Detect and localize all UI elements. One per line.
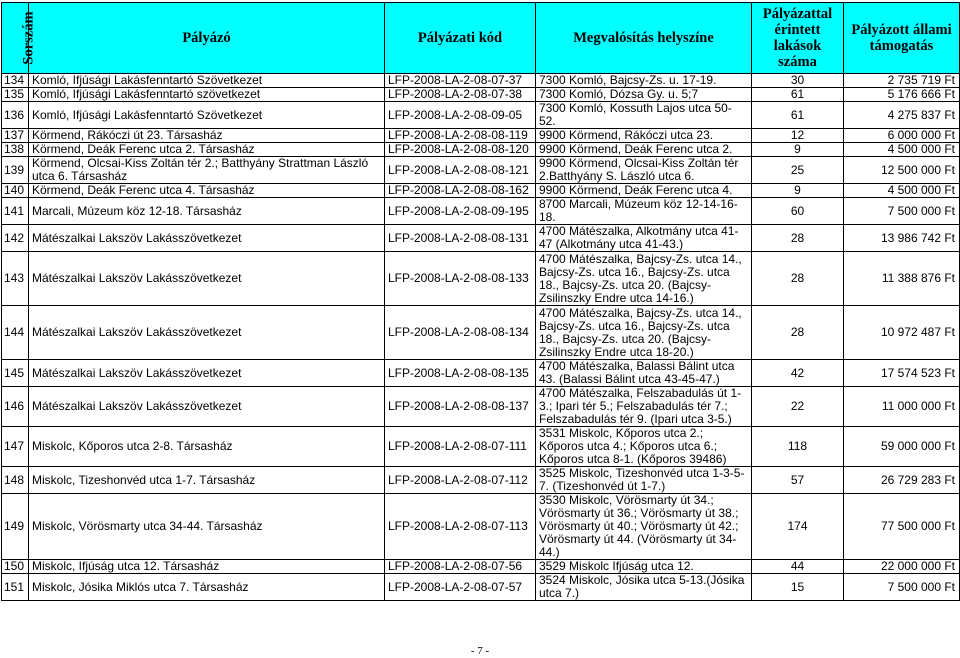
subsidy-amount: 4 500 000 Ft (844, 143, 960, 157)
table-row (2, 198, 960, 225)
location: 7300 Komló, Kossuth Lajos utca 50-52. (536, 102, 752, 129)
row-number: 136 (2, 102, 29, 129)
table-row (2, 427, 960, 467)
applicant: Mátészalkai Lakszöv Lakásszövetkezet (29, 252, 385, 306)
table-row (2, 467, 960, 494)
application-code: LFP-2008-LA-2-08-07-56 (385, 560, 536, 574)
header-lakasok: Pályázattal érintett lakások száma (752, 3, 844, 74)
applicant: Körmend, Deák Ferenc utca 4. Társasház (29, 184, 385, 198)
location: 9900 Körmend, Olcsai-Kiss Zoltán tér 2.Batthyány S. László utca 6. (536, 157, 752, 184)
header-tamogatas: Pályázott állami támogatás (844, 3, 960, 74)
apartment-count: 118 (752, 427, 844, 467)
table-row (2, 184, 960, 198)
application-code: LFP-2008-LA-2-08-09-195 (385, 198, 536, 225)
table-row (2, 102, 960, 129)
row-number: 149 (2, 494, 29, 560)
subsidy-table (1, 2, 960, 601)
location: 7300 Komló, Bajcsy-Zs. u. 17-19. (536, 74, 752, 88)
table-row (2, 387, 960, 427)
applicant: Miskolc, Jósika Miklós utca 7. Társasház (29, 574, 385, 601)
applicant: Komló, Ifjúsági Lakásfenntartó Szövetkezet (29, 102, 385, 129)
table-row (2, 560, 960, 574)
row-number: 143 (2, 252, 29, 306)
apartment-count: 44 (752, 560, 844, 574)
application-code: LFP-2008-LA-2-08-08-133 (385, 252, 536, 306)
location: 3524 Miskolc, Jósika utca 5-13.(Jósika utca 7.) (536, 574, 752, 601)
application-code: LFP-2008-LA-2-08-08-137 (385, 387, 536, 427)
applicant: Komló, Ifjúsági Lakásfenntartó szövetkezet (29, 88, 385, 102)
application-code: LFP-2008-LA-2-08-08-162 (385, 184, 536, 198)
location: 3529 Miskolc Ifjúság utca 12. (536, 560, 752, 574)
row-number: 142 (2, 225, 29, 252)
application-code: LFP-2008-LA-2-08-07-112 (385, 467, 536, 494)
applicant: Körmend, Deák Ferenc utca 2. Társasház (29, 143, 385, 157)
applicant: Körmend, Rákóczi út 23. Társasház (29, 129, 385, 143)
applicant: Körmend, Olcsai-Kiss Zoltán tér 2.; Batthyány Strattman László utca 6. Társasház (29, 157, 385, 184)
location: 9900 Körmend, Rákóczi utca 23. (536, 129, 752, 143)
location: 4700 Mátészalka, Felszabadulás út 1-3.; Ipari tér 5.; Felszabadulás tér 7.; Felszabadulás tér 9. (Ipari utca 3-5.) (536, 387, 752, 427)
row-number: 140 (2, 184, 29, 198)
row-number: 148 (2, 467, 29, 494)
applicant: Mátészalkai Lakszöv Lakásszövetkezet (29, 387, 385, 427)
apartment-count: 15 (752, 574, 844, 601)
row-number: 141 (2, 198, 29, 225)
header-row (2, 3, 960, 74)
row-number: 138 (2, 143, 29, 157)
applicant: Komló, Ifjúsági Lakásfenntartó Szövetkezet (29, 74, 385, 88)
table-row (2, 143, 960, 157)
application-code: LFP-2008-LA-2-08-08-131 (385, 225, 536, 252)
application-code: LFP-2008-LA-2-08-07-111 (385, 427, 536, 467)
subsidy-amount: 77 500 000 Ft (844, 494, 960, 560)
applicant: Mátészalkai Lakszöv Lakásszövetkezet (29, 225, 385, 252)
application-code: LFP-2008-LA-2-08-08-135 (385, 360, 536, 387)
table-row (2, 360, 960, 387)
subsidy-amount: 10 972 487 Ft (844, 306, 960, 360)
application-code: LFP-2008-LA-2-08-08-119 (385, 129, 536, 143)
table-row (2, 574, 960, 601)
apartment-count: 61 (752, 102, 844, 129)
location: 9900 Körmend, Deák Ferenc utca 2. (536, 143, 752, 157)
application-code: LFP-2008-LA-2-08-08-121 (385, 157, 536, 184)
table-row (2, 494, 960, 560)
row-number: 139 (2, 157, 29, 184)
apartment-count: 28 (752, 225, 844, 252)
applicant: Mátészalkai Lakszöv Lakásszövetkezet (29, 306, 385, 360)
apartment-count: 9 (752, 184, 844, 198)
apartment-count: 25 (752, 157, 844, 184)
application-code: LFP-2008-LA-2-08-09-05 (385, 102, 536, 129)
subsidy-amount: 11 000 000 Ft (844, 387, 960, 427)
row-number: 145 (2, 360, 29, 387)
location: 3531 Miskolc, Kőporos utca 2.; Kőporos utca 4.; Kőporos utca 6.; Kőporos utca 8-1. (Kőporos 39486) (536, 427, 752, 467)
table-row (2, 306, 960, 360)
table-row (2, 74, 960, 88)
table-row (2, 225, 960, 252)
subsidy-amount: 26 729 283 Ft (844, 467, 960, 494)
subsidy-amount: 22 000 000 Ft (844, 560, 960, 574)
apartment-count: 28 (752, 252, 844, 306)
header-kod: Pályázati kód (385, 3, 536, 74)
location: 9900 Körmend, Deák Ferenc utca 4. (536, 184, 752, 198)
subsidy-amount: 5 176 666 Ft (844, 88, 960, 102)
apartment-count: 12 (752, 129, 844, 143)
location: 4700 Mátészalka, Alkotmány utca 41-47 (Alkotmány utca 41-43.) (536, 225, 752, 252)
apartment-count: 30 (752, 74, 844, 88)
row-number: 151 (2, 574, 29, 601)
row-number: 147 (2, 427, 29, 467)
header-helyszin: Megvalósítás helyszíne (536, 3, 752, 74)
applicant: Miskolc, Tizeshonvéd utca 1-7. Társasház (29, 467, 385, 494)
table-row (2, 129, 960, 143)
location: 4700 Mátészalka, Bajcsy-Zs. utca 14., Bajcsy-Zs. utca 16., Bajcsy-Zs. utca 18., Bajcsy-Zs. utca 20. (Bajcsy-Zsilinszky Endre utca 18-20.) (536, 306, 752, 360)
apartment-count: 60 (752, 198, 844, 225)
location: 7300 Komló, Dózsa Gy. u. 5;7 (536, 88, 752, 102)
subsidy-amount: 59 000 000 Ft (844, 427, 960, 467)
location: 3525 Miskolc, Tizeshonvéd utca 1-3-5-7. (Tizeshonvéd út 1-7.) (536, 467, 752, 494)
apartment-count: 9 (752, 143, 844, 157)
subsidy-amount: 11 388 876 Ft (844, 252, 960, 306)
apartment-count: 22 (752, 387, 844, 427)
subsidy-amount: 17 574 523 Ft (844, 360, 960, 387)
row-number: 135 (2, 88, 29, 102)
subsidy-amount: 12 500 000 Ft (844, 157, 960, 184)
row-number: 137 (2, 129, 29, 143)
application-code: LFP-2008-LA-2-08-08-134 (385, 306, 536, 360)
row-number: 150 (2, 560, 29, 574)
application-code: LFP-2008-LA-2-08-07-38 (385, 88, 536, 102)
location: 8700 Marcali, Múzeum köz 12-14-16-18. (536, 198, 752, 225)
page-number: - 7 - (470, 645, 490, 657)
table-row (2, 252, 960, 306)
location: 3530 Miskolc, Vörösmarty út 34.; Vörösmarty út 36.; Vörösmarty út 38.; Vörösmarty út 40.; Vörösmarty út 42.; Vörösmarty út 44. (Vörösmarty út 34-44.) (536, 494, 752, 560)
application-code: LFP-2008-LA-2-08-07-37 (385, 74, 536, 88)
subsidy-amount: 4 275 837 Ft (844, 102, 960, 129)
table-row (2, 157, 960, 184)
apartment-count: 174 (752, 494, 844, 560)
apartment-count: 57 (752, 467, 844, 494)
application-code: LFP-2008-LA-2-08-07-57 (385, 574, 536, 601)
subsidy-amount: 6 000 000 Ft (844, 129, 960, 143)
row-number: 146 (2, 387, 29, 427)
apartment-count: 61 (752, 88, 844, 102)
subsidy-amount: 13 986 742 Ft (844, 225, 960, 252)
subsidy-amount: 7 500 000 Ft (844, 574, 960, 601)
row-number: 134 (2, 74, 29, 88)
table-body (2, 74, 960, 601)
application-code: LFP-2008-LA-2-08-08-120 (385, 143, 536, 157)
applicant: Miskolc, Kőporos utca 2-8. Társasház (29, 427, 385, 467)
application-code: LFP-2008-LA-2-08-07-113 (385, 494, 536, 560)
applicant: Mátészalkai Lakszöv Lakásszövetkezet (29, 360, 385, 387)
applicant: Marcali, Múzeum köz 12-18. Társasház (29, 198, 385, 225)
location: 4700 Mátészalka, Balassi Bálint utca 43. (Balassi Bálint utca 43-45-47.) (536, 360, 752, 387)
table-row (2, 88, 960, 102)
header-palyazo: Pályázó (29, 3, 385, 74)
applicant: Miskolc, Ifjúság utca 12. Társasház (29, 560, 385, 574)
subsidy-amount: 2 735 719 Ft (844, 74, 960, 88)
subsidy-amount: 4 500 000 Ft (844, 184, 960, 198)
apartment-count: 42 (752, 360, 844, 387)
header-sorszam: Sorszám (2, 3, 29, 74)
row-number: 144 (2, 306, 29, 360)
subsidy-amount: 7 500 000 Ft (844, 198, 960, 225)
location: 4700 Mátészalka, Bajcsy-Zs. utca 14., Bajcsy-Zs. utca 16., Bajcsy-Zs. utca 18., Bajcsy-Zs. utca 20. (Bajcsy-Zsilinszky Endre utca 14-16.) (536, 252, 752, 306)
applicant: Miskolc, Vörösmarty utca 34-44. Társasház (29, 494, 385, 560)
apartment-count: 28 (752, 306, 844, 360)
